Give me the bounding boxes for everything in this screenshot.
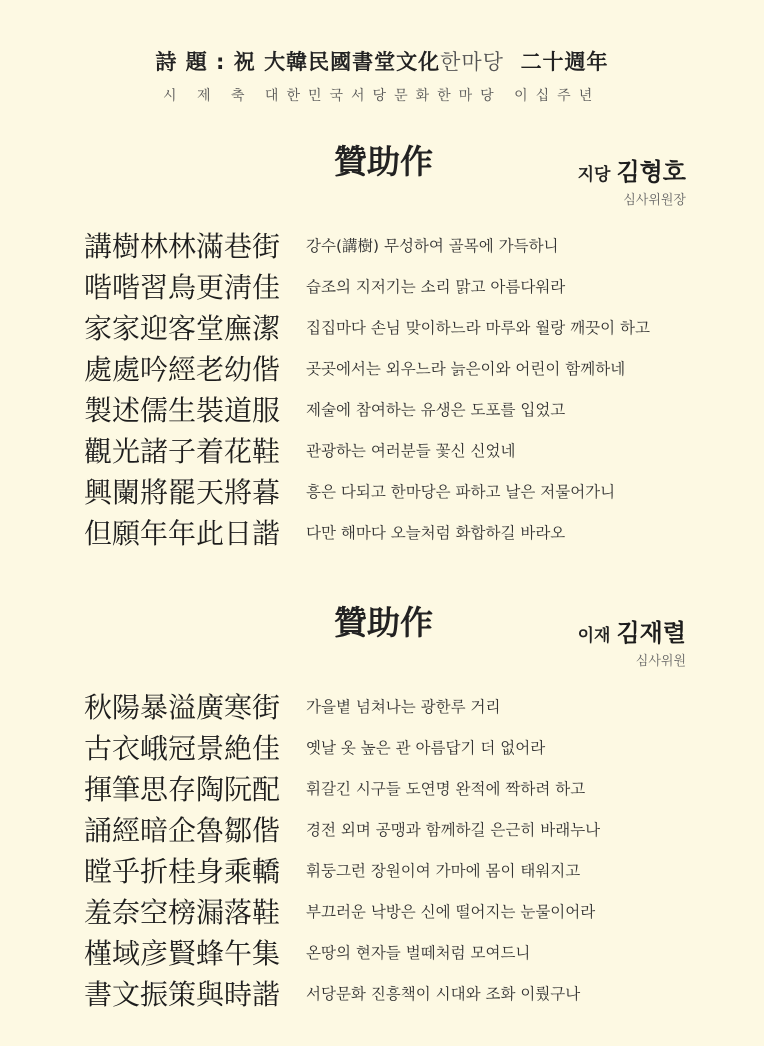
poem-line-hanja: 製述儒生裝道服: [84, 394, 281, 427]
poem-line-hanja: 書文振策與時諧: [84, 978, 281, 1011]
poem-line-translation: 휘갈긴 시구들 도연명 완적에 짝하려 하고: [306, 780, 586, 798]
poem-line-translation: 가을볕 넘쳐나는 광한루 거리: [306, 698, 501, 716]
section-1-author-name: 김형호: [616, 158, 686, 186]
poem-line: [84, 471, 615, 511]
poem-line-hanja: 喈喈習鳥更淸佳: [84, 271, 281, 304]
poem-line-translation: 제술에 참여하는 유생은 도포를 입었고: [306, 401, 566, 419]
poem-line: [84, 727, 545, 767]
poem-line: [84, 430, 515, 470]
poem-line: [84, 266, 565, 306]
poem-line-translation: 곳곳에서는 외우느라 늙은이와 어린이 함께하네: [306, 360, 626, 378]
poem-line-translation: 다만 해마다 오늘처럼 화합하길 바라오: [306, 524, 566, 542]
poem-line-translation: 온땅의 현자들 벌떼처럼 모여드니: [306, 944, 531, 962]
poem-line-hanja: 羞奈空榜漏落鞋: [84, 896, 281, 929]
section-2-author: [578, 613, 686, 648]
poem-line-hanja: 處處吟經老幼偕: [84, 353, 281, 386]
poem-line-hanja: 講樹林林滿巷街: [84, 230, 281, 263]
topic-hanja-part: 詩 題 : 祝 大韓民國書堂文化: [155, 50, 441, 74]
topic-anniversary-part: 二十週年: [520, 50, 609, 74]
poem-line: [84, 768, 585, 808]
poem-line-translation: 집집마다 손님 맞이하느라 마루와 월랑 깨끗이 하고: [306, 319, 650, 337]
poem-line: [84, 389, 565, 429]
poem-line: [84, 809, 600, 849]
poem-line-translation: 서당문화 진흥책이 시대와 조화 이뤘구나: [306, 985, 581, 1003]
poem-line-hanja: 但願年年此日諧: [84, 517, 281, 550]
poem-topic-title: [0, 46, 764, 76]
poem-line-translation: 경전 외며 공맹과 함께하길 은근히 바래누나: [306, 821, 601, 839]
section-1-title: 贊助作: [334, 142, 433, 181]
poem-line-translation: 옛날 옷 높은 관 아름답기 더 없어라: [306, 739, 546, 757]
poem-topic-reading: 시 제 축 대한민국서당문화한마당 이십주년: [163, 88, 601, 104]
poem-line-translation: 강수(講樹) 무성하여 골목에 가득하니: [306, 237, 559, 255]
poem-line-hanja: 興闌將罷天將暮: [84, 476, 281, 509]
poem-line-hanja: 秋陽暴溢廣寒街: [84, 691, 281, 724]
poem-line: [84, 932, 530, 972]
poem-line-hanja: 家家迎客堂廡潔: [84, 312, 281, 345]
section-2-author-name: 김재렬: [616, 619, 686, 647]
poem-line-hanja: 揮筆思存陶阮配: [84, 773, 281, 806]
poem-line-hanja: 瞠乎折桂身乘轎: [84, 855, 281, 888]
poem-line: [84, 850, 580, 890]
poem-line: [84, 686, 500, 726]
poem-line: [84, 512, 565, 552]
section-1-author-role: 심사위원장: [623, 193, 686, 208]
poem-line-translation: 습조의 지저기는 소리 맑고 아름다워라: [306, 278, 566, 296]
poem-line-translation: 휘둥그런 장원이여 가마에 몸이 태워지고: [306, 862, 581, 880]
poem-line-hanja: 槿域彦賢蜂午集: [84, 937, 281, 970]
poem-line-translation: 관광하는 여러분들 꽃신 신었네: [306, 442, 516, 460]
poem-line-translation: 흥은 다되고 한마당은 파하고 날은 저물어가니: [306, 483, 616, 501]
section-2-pen-name: 이재: [577, 626, 611, 646]
poem-line-hanja: 古衣峨冠景絶佳: [84, 732, 281, 765]
section-2-title: 贊助作: [334, 603, 433, 642]
poem-line-hanja: 誦經暗企魯鄒偕: [84, 814, 281, 847]
poem-line: [84, 307, 650, 347]
section-1-author: [578, 152, 686, 187]
poem-line-translation: 부끄러운 낙방은 신에 떨어지는 눈물이어라: [306, 903, 596, 921]
poem-line-hanja: 觀光諸子着花鞋: [84, 435, 281, 468]
section-1-pen-name: 지당: [577, 165, 611, 185]
poem-line: [84, 973, 580, 1013]
poem-line: [84, 891, 595, 931]
section-2-author-role: 심사위원: [635, 654, 686, 669]
poem-line: [84, 348, 625, 388]
poem-line: [84, 225, 559, 265]
topic-hangul-part: 한마당: [440, 50, 504, 74]
